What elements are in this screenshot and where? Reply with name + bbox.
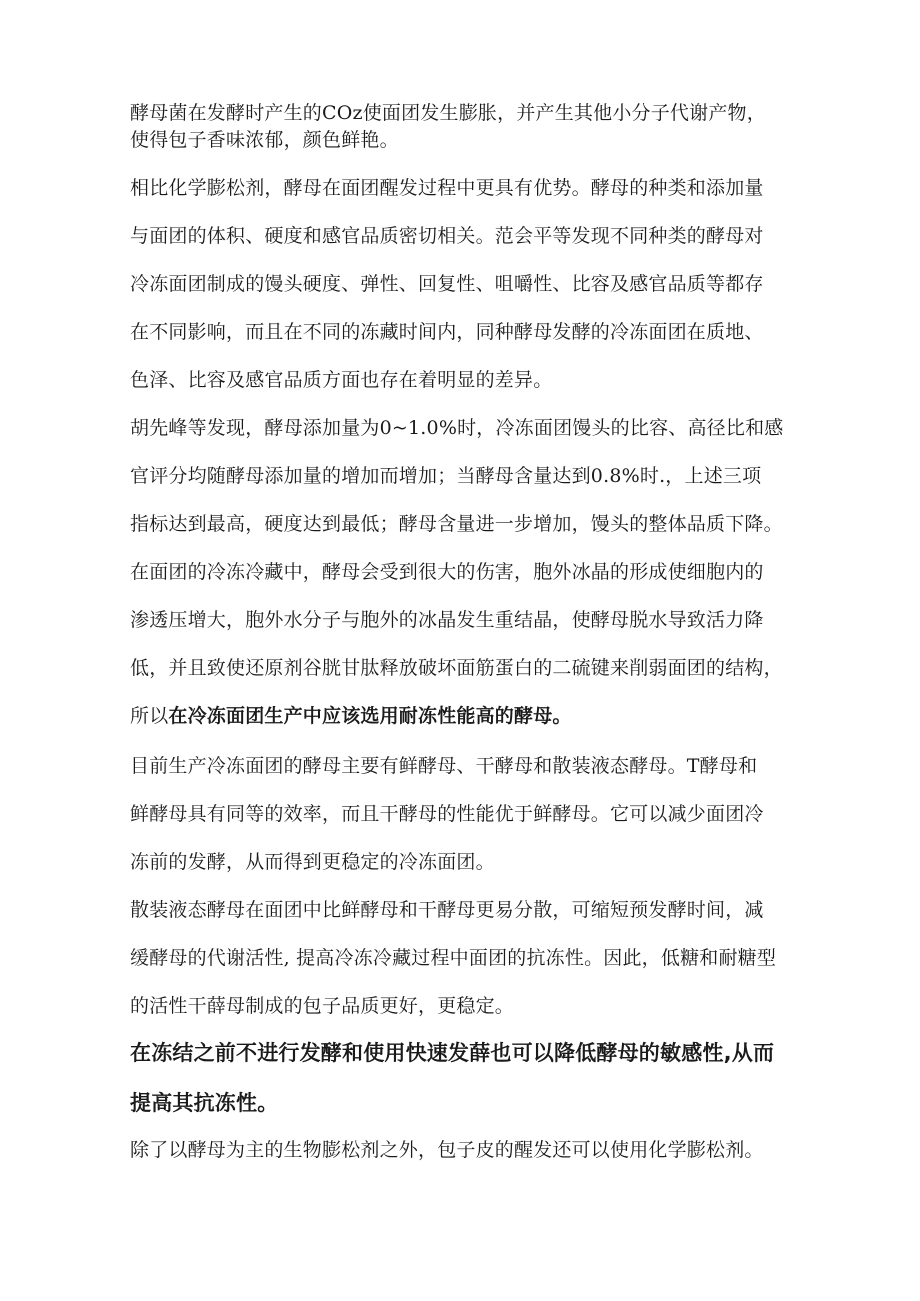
paragraph-2-line-3: 冷冻面团制成的馒头硬度、弹性、回复性、咀嚼性、比容及感官品质等都存 xyxy=(130,273,764,295)
paragraph-4-line-2: 渗透压增大，胞外水分子与胞外的冰晶发生重结晶，使酵母脱水导致活力降 xyxy=(130,609,764,631)
paragraph-3-line-1: 胡先峰等发现，酵母添加量为0~1.0%时，冷冻面团馒头的比容、高径比和感 xyxy=(130,417,784,439)
paragraph-4-final-emphasis: 在冷冻面团生产中应该选用耐冻性能高的酵母。 xyxy=(168,705,572,727)
paragraph-5-line-3: 冻前的发酵，从而得到更稳定的冷冻面团。 xyxy=(130,851,495,873)
paragraph-1-line-1: 酵母菌在发酵时产生的COz使面团发生膨胀，并产生其他小分子代谢产物， xyxy=(130,102,766,124)
paragraph-1-line-2: 使得包子香味浓郁，颜色鲜艳。 xyxy=(130,129,399,151)
paragraph-5-line-2: 鲜酵母具有同等的效率，而且干酵母的性能优于鲜酵母。它可以减少面团冷 xyxy=(130,803,764,825)
paragraph-8-line-1: 除了以酵母为主的生物膨松剂之外，包子皮的醒发还可以使用化学膨松剂。 xyxy=(130,1139,764,1161)
paragraph-2-line-5: 色泽、比容及感官品质方面也存在着明显的差异。 xyxy=(130,369,553,391)
paragraph-4-line-4 xyxy=(130,704,572,728)
paragraph-6-line-3: 的活性干薛母制成的包子品质更好，更稳定。 xyxy=(130,995,515,1017)
paragraph-2-line-2: 与面团的体积、硬度和感官品质密切相关。范会平等发现不同种类的酵母对 xyxy=(130,225,764,247)
paragraph-5-line-1: 目前生产冷冻面团的酵母主要有鲜酵母、干酵母和散装液态酵母。T酵母和 xyxy=(130,755,758,777)
paragraph-6-line-1: 散装液态酵母在面团中比鲜酵母和干酵母更易分散，可缩短预发酵时间，减 xyxy=(130,899,764,921)
paragraph-2-line-1: 相比化学膨松剂，酵母在面团醒发过程中更具有优势。酵母的种类和添加量 xyxy=(130,177,764,199)
paragraph-3-line-3: 指标达到最高，硬度达到最低；酵母含量进一步增加，馒头的整体品质下降。 xyxy=(130,513,783,535)
paragraph-4-line-1: 在面团的冷冻冷藏中，酵母会受到很大的伤害，胞外冰晶的形成使细胞内的 xyxy=(130,561,764,583)
paragraph-6-line-2: 缓酵母的代谢活性, 提高冷冻冷藏过程中面团的抗冻性。因此，低糖和耐糖型 xyxy=(130,947,777,969)
paragraph-4-final-prefix: 所以 xyxy=(130,705,169,727)
paragraph-7-line-1: 在冻结之前不进行发酵和使用快速发薛也可以降低酵母的敏感性,从而 xyxy=(130,1041,775,1065)
paragraph-4-line-3: 低，并且致使还原剂谷胱甘肽释放破坏面筋蛋白的二硫键来削弱面团的结构， xyxy=(130,657,783,679)
paragraph-2-line-4: 在不同影响，而且在不同的冻藏时间内，同种酵母发酵的冷冻面团在质地、 xyxy=(130,321,764,343)
paragraph-3-line-2: 官评分均随酵母添加量的增加而增加；当酵母含量达到0.8%时.，上述三项 xyxy=(130,465,762,487)
paragraph-7-line-2: 提高其抗冻性。 xyxy=(130,1091,279,1115)
